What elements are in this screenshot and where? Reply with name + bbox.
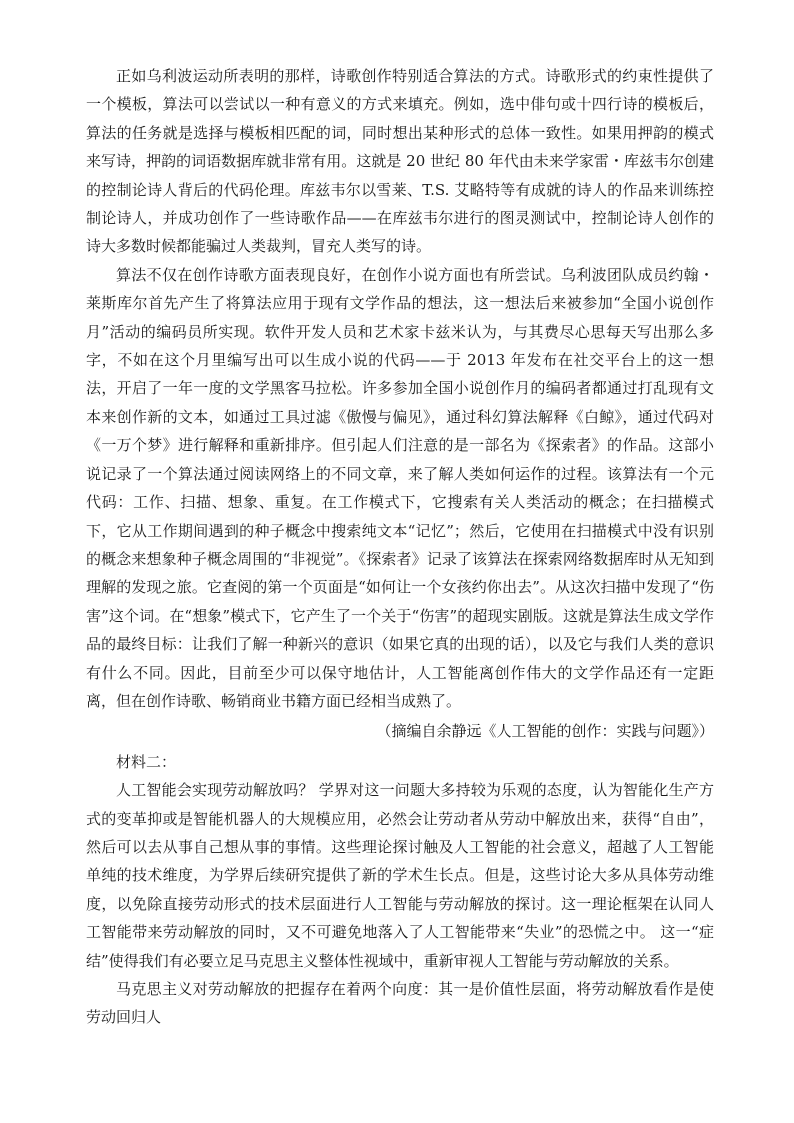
paragraph-1: 正如乌利波运动所表明的那样，诗歌创作特别适合算法的方式。诗歌形式的约束性提供了一个模板，算法可以尝试以一种有意义的方式来填充。例如，选中俳句或十四行诗的模板后，算法的任务就是选择与模板相匹配的词，同时想出某种形式的总体一致性。如果用押韵的模式来写诗，押韵的词语数据库就非常有用。这就是 20 世纪 80 年代由未来学家雷・库兹韦尔创建的控制论诗人背后的代码伦理。库兹韦尔以雪莱、T.S. 艾略特等有成就的诗人的作品来训练控制论诗人，并成功创作了一些诗歌作品——在库兹韦尔进行的图灵测试中，控制论诗人创作的诗大多数时候都能骗过人类裁判，冒充人类写的诗。: [86, 67, 714, 256]
paragraph-2: 算法不仅在创作诗歌方面表现良好，在创作小说方面也有所尝试。乌利波团队成员约翰・莱斯库尔首先产生了将算法应用于现有文学作品的想法，这一想法后来被参加“全国小说创作月”活动的编码员所实现。软件开发人员和艺术家卡兹米认为，与其费尽心思每天写出那么多字，不如在这个月里编写出可以生成小说的代码——于 2013 年发布在社交平台上的这一想法，开启了一年一度的文学黑客马拉松。许多参加全国小说创作月的编码者都通过打乱现有文本来创作新的文本，如通过工具过滤《傲慢与偏见》，通过科幻算法解释《白鲸》，通过代码对《一万个梦》进行解释和重新排序。但引起人们注意的是一部名为《探索者》的作品。这部小说记录了一个算法通过阅读网络上的不同文章，来了解人类如何运作的过程。该算法有一个元代码：工作、扫描、想象、重复。在工作模式下，它搜索有关人类活动的概念；在扫描模式下，它从工作期间遇到的种子概念中搜索纯文本“记忆”；然后，它使用在扫描模式中没有识别的概念来想象种子概念周围的“非视觉”。《探索者》记录了该算法在探索网络数据库时从无知到理解的发现之旅。它查阅的第一个页面是“如何让一个女孩约你出去”。从这次扫描中发现了“伤害”这个词。在“想象”模式下，它产生了一个关于“伤害”的超现实剧版。这就是算法生成文学作品的最终目标：让我们了解一种新兴的意识（如果它真的出现的话），以及它与我们人类的意识有什么不同。因此，目前至少可以保守地估计，人工智能离创作伟大的文学作品还有一定距离，但在创作诗歌、畅销商业书籍方面已经相当成熟了。: [86, 265, 714, 710]
section-heading: 材料二：: [116, 752, 177, 771]
paragraph-4: 马克思主义对劳动解放的把握存在着两个向度：其一是价值性层面，将劳动解放看作是使劳动回归人: [86, 980, 714, 1027]
document-body: [86, 62, 714, 1032]
source-citation: （摘编自余静远《人工智能的创作：实践与问题》）: [376, 722, 714, 741]
paragraph-3: 人工智能会实现劳动解放吗？ 学界对这一问题大多持较为乐观的态度，认为智能化生产方式的变革抑或是智能机器人的大规模应用，必然会让劳动者从劳动中解放出来，获得“自由”，然后可以去从事自己想从事的事情。这些理论探讨触及人工智能的社会意义，超越了人工智能单纯的技术维度，为学界后续研究提供了新的学术生长点。但是，这些讨论大多从具体劳动维度，以免除直接劳动形式的技术层面进行人工智能与劳动解放的探讨。这一理论框架在认同人工智能带来劳动解放的同时，又不可避免地落入了人工智能带来“失业”的恐慌之中。 这一“症结”使得我们有必要立足马克思主义整体性视域中，重新审视人工智能与劳动解放的关系。: [86, 781, 714, 970]
